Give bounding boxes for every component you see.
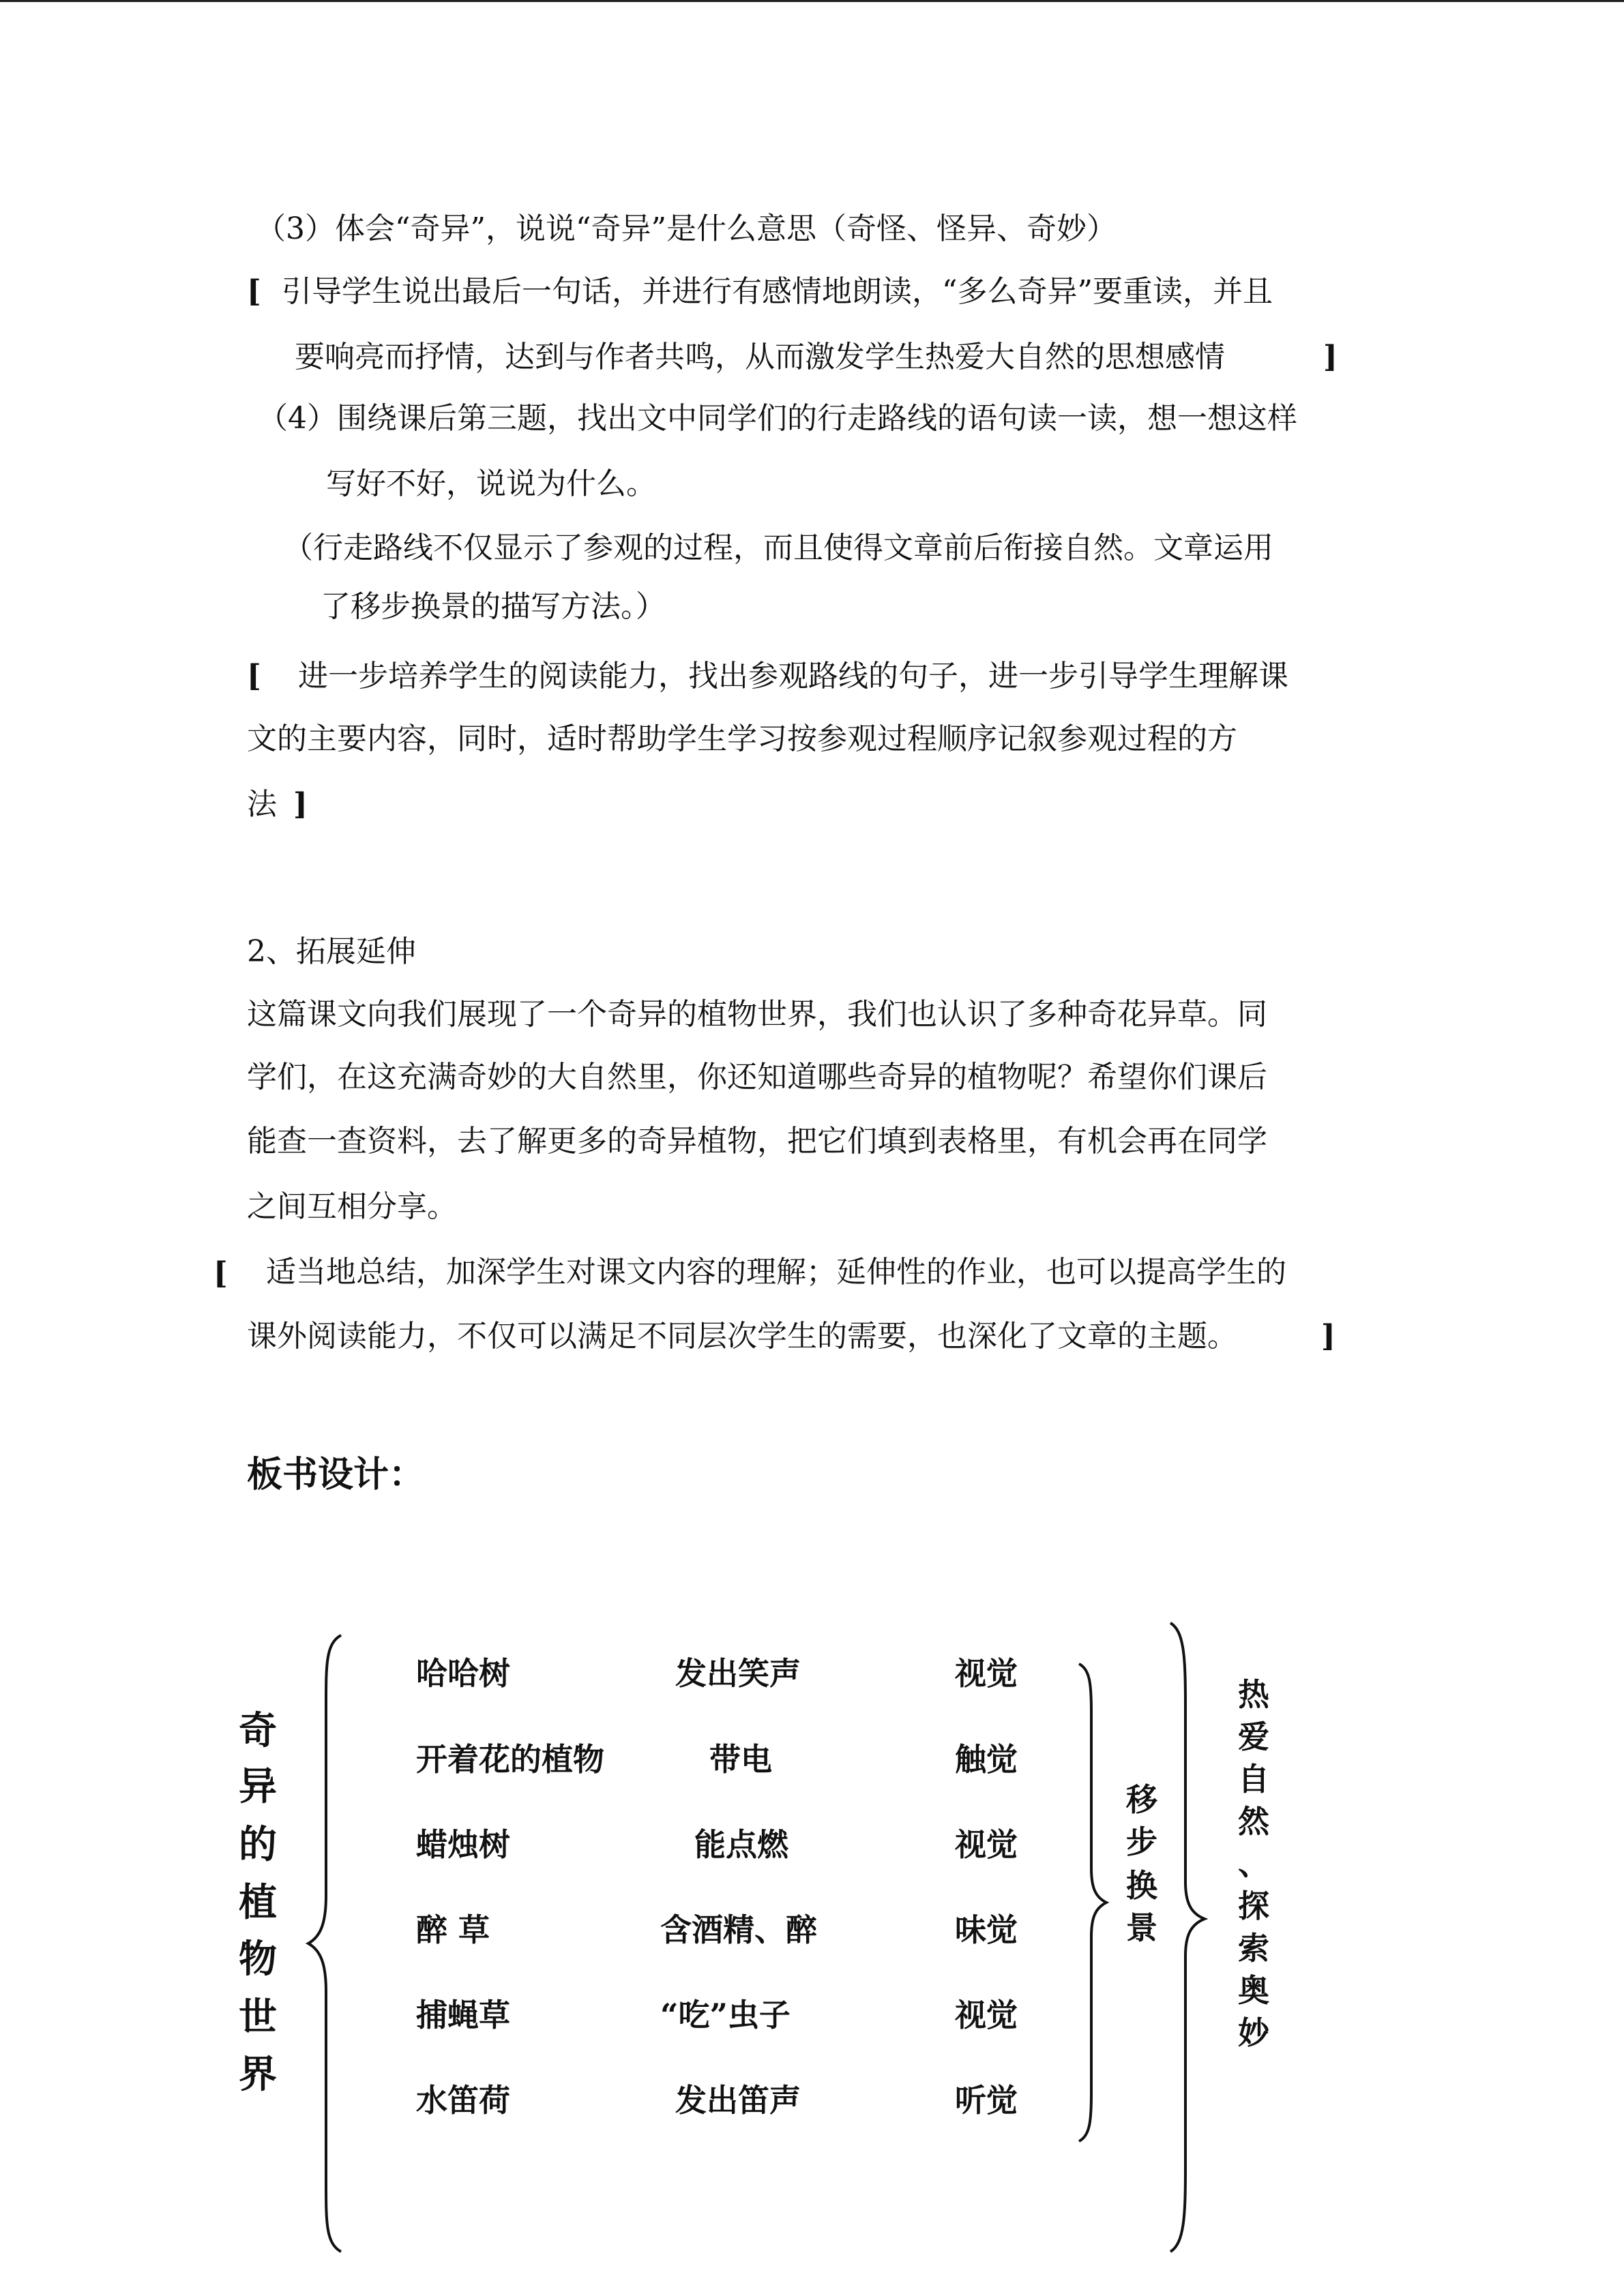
- method-char: 步: [1126, 1823, 1157, 1860]
- theme-char: 妙: [1238, 2014, 1269, 2051]
- extension-paragraph-line3: 能查一查资料，去了解更多的奇异植物，把它们填到表格里，有机会再在同学: [247, 1124, 1267, 1159]
- theme-brace: [1170, 1623, 1205, 2252]
- plant-feature: 带电: [709, 1741, 772, 1778]
- method-char: 换: [1126, 1867, 1157, 1904]
- method-brace: [1079, 1664, 1106, 2141]
- step-4-line1: （4）围绕课后第三题，找出文中同学们的行走路线的语句读一读，想一想这样: [258, 401, 1297, 436]
- plant-feature: 发出笑声: [675, 1655, 801, 1692]
- teaching-note-3-line2: 课外阅读能力，不仅可以满足不同层次学生的需要，也深化了文章的主题。: [247, 1319, 1237, 1354]
- plant-sense: 视觉: [955, 1655, 1018, 1692]
- plant-sense: 视觉: [955, 1826, 1018, 1863]
- theme-char: 自: [1238, 1761, 1269, 1798]
- teaching-note-2-line3: 法: [247, 787, 277, 822]
- method-char: 移: [1126, 1781, 1157, 1818]
- board-title-char: 异: [239, 1764, 277, 1809]
- left-brace: [308, 1635, 341, 2252]
- theme-char: 然: [1238, 1803, 1269, 1840]
- plant-name: 开着花的植物: [416, 1741, 604, 1778]
- plant-sense: 听觉: [955, 2082, 1018, 2119]
- note-close-bracket: ]: [1321, 1319, 1335, 1354]
- board-title-char: 植: [239, 1880, 277, 1925]
- plant-feature: “吃”虫子: [660, 1997, 791, 2033]
- note-open-bracket: [: [247, 659, 261, 694]
- board-title-char: 界: [239, 2052, 277, 2097]
- plant-sense: 触觉: [955, 1741, 1018, 1778]
- teaching-note-1-line1: 引导学生说出最后一句话，并进行有感情地朗读，“多么奇异”要重读，并且: [282, 274, 1273, 309]
- plant-name: 捕蝇草: [416, 1997, 510, 2033]
- theme-char: 爱: [1238, 1718, 1269, 1755]
- note-close-bracket: ]: [1323, 340, 1338, 374]
- theme-char: 索: [1238, 1930, 1269, 1967]
- board-design-heading: 板书设计：: [247, 1454, 425, 1495]
- teaching-note-1-line2: 要响亮而抒情，达到与作者共鸣，从而激发学生热爱大自然的思想感情: [295, 340, 1225, 374]
- note-close-bracket: ]: [293, 787, 308, 822]
- teaching-note-2-line2: 文的主要内容，同时，适时帮助学生学习按参观过程顺序记叙参观过程的方: [247, 721, 1237, 756]
- extension-paragraph-line2: 学们，在这充满奇妙的大自然里，你还知道哪些奇异的植物呢？希望你们课后: [247, 1060, 1267, 1094]
- note-open-bracket: [: [247, 274, 261, 309]
- answer-line2: 了移步换景的描写方法。）: [321, 589, 666, 624]
- board-title-char: 世: [239, 1995, 277, 2040]
- plant-name: 哈哈树: [416, 1655, 510, 1692]
- note-open-bracket: [: [213, 1256, 228, 1291]
- theme-char: 热: [1238, 1676, 1269, 1713]
- board-title-char: 的: [239, 1822, 277, 1867]
- step-4-line2: 写好不好，说说为什么。: [326, 466, 656, 501]
- board-title-char: 奇: [239, 1708, 277, 1753]
- extension-paragraph-line4: 之间互相分享。: [247, 1189, 457, 1224]
- plant-sense: 味觉: [955, 1911, 1018, 1948]
- plant-sense: 视觉: [955, 1997, 1018, 2033]
- theme-char: 奥: [1238, 1972, 1269, 2009]
- teaching-note-3-line1: 适当地总结，加深学生对课文内容的理解；延伸性的作业，也可以提高学生的: [266, 1255, 1286, 1289]
- answer-line1: （行走路线不仅显示了参观的过程，而且使得文章前后衔接自然。文章运用: [283, 531, 1273, 565]
- step-3-title: （3）体会“奇异”，说说“奇异”是什么意思（奇怪、怪异、奇妙）: [256, 211, 1117, 246]
- theme-char: 探: [1238, 1888, 1269, 1924]
- teaching-note-2-line1: 进一步培养学生的阅读能力，找出参观路线的句子，进一步引导学生理解课: [298, 659, 1288, 694]
- plant-name: 水笛荷: [416, 2082, 510, 2119]
- section-2-title: 2、拓展延伸: [247, 934, 416, 969]
- plant-feature: 含酒精、醉: [660, 1911, 817, 1948]
- theme-char: 、: [1238, 1845, 1269, 1882]
- extension-paragraph-line1: 这篇课文向我们展现了一个奇异的植物世界，我们也认识了多种奇花异草。同: [247, 997, 1267, 1032]
- plant-feature: 能点燃: [694, 1826, 788, 1863]
- board-title-char: 物: [239, 1937, 277, 1982]
- plant-name: 蜡烛树: [416, 1826, 510, 1863]
- method-char: 景: [1126, 1909, 1157, 1946]
- plant-name: 醉 草: [416, 1911, 490, 1948]
- plant-feature: 发出笛声: [675, 2082, 801, 2119]
